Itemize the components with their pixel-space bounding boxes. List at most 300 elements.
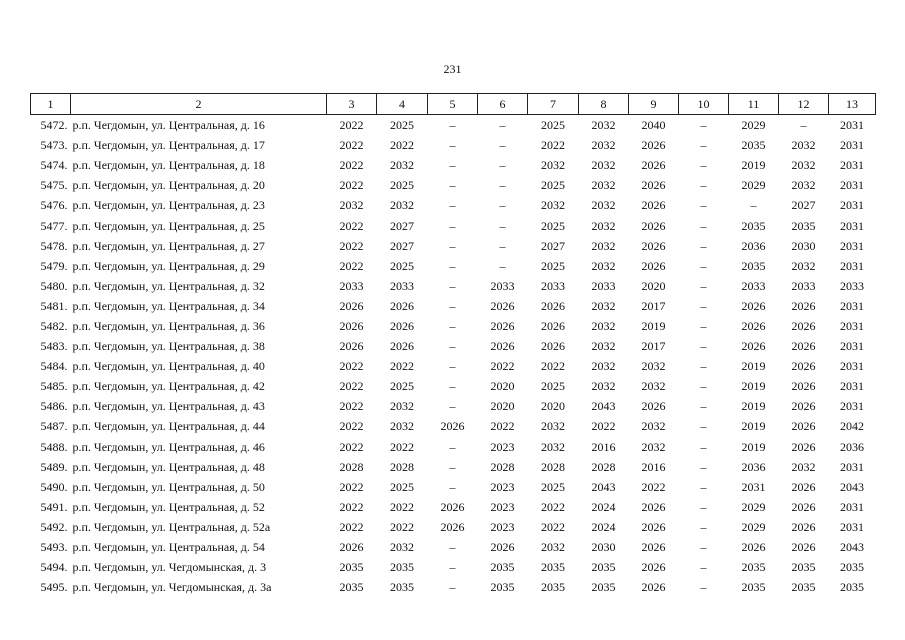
year-cell: 2028: [591, 459, 616, 474]
year-cell: 2022: [541, 519, 565, 534]
year-cell: 2026: [440, 499, 465, 514]
row-number: 5495.: [40, 580, 68, 595]
year-cell: 2022: [390, 499, 414, 514]
row-number: 5479.: [40, 258, 68, 273]
year-cell: –: [449, 138, 456, 153]
year-cell: 2022: [339, 238, 364, 253]
year-cell: 2024: [591, 499, 616, 514]
table-row: [31, 155, 876, 175]
column-header-12: 12: [779, 94, 829, 115]
table-row: [31, 457, 876, 477]
table-row: [31, 215, 876, 235]
year-cell: 2028: [541, 459, 565, 474]
row-number: 5493.: [40, 540, 68, 555]
year-cell: 2032: [641, 379, 666, 394]
year-cell: 2043: [840, 540, 864, 555]
year-cell: 2020: [641, 278, 666, 293]
year-cell: 2035: [541, 560, 565, 575]
address-cell: р.п. Чегдомын, ул. Центральная, д. 44: [72, 419, 265, 434]
year-cell: 2035: [339, 560, 364, 575]
year-cell: 2017: [641, 298, 666, 313]
address-cell: р.п. Чегдомын, ул. Центральная, д. 20: [72, 178, 265, 193]
address-cell: р.п. Чегдомын, ул. Центральная, д. 48: [72, 459, 265, 474]
year-cell: 2026: [791, 359, 816, 374]
year-cell: 2022: [339, 138, 364, 153]
year-cell: 2026: [541, 318, 565, 333]
year-cell: –: [499, 258, 506, 273]
year-cell: 2020: [490, 379, 515, 394]
year-cell: –: [700, 540, 707, 555]
year-cell: –: [700, 158, 707, 173]
year-cell: 2026: [490, 318, 515, 333]
year-cell: 2033: [591, 278, 616, 293]
year-cell: 2026: [641, 218, 666, 233]
year-cell: 2025: [541, 118, 565, 133]
year-cell: –: [449, 198, 456, 213]
year-cell: 2032: [390, 540, 414, 555]
year-cell: 2031: [840, 499, 864, 514]
year-cell: –: [700, 479, 707, 494]
year-cell: –: [700, 459, 707, 474]
table-row: [31, 316, 876, 336]
year-cell: 2025: [541, 258, 565, 273]
year-cell: –: [449, 298, 456, 313]
year-cell: 2027: [390, 218, 414, 233]
year-cell: –: [499, 158, 506, 173]
year-cell: 2026: [339, 298, 364, 313]
year-cell: 2022: [339, 178, 364, 193]
year-cell: –: [700, 298, 707, 313]
year-cell: 2026: [641, 499, 666, 514]
year-cell: 2027: [390, 238, 414, 253]
year-cell: 2035: [840, 560, 864, 575]
address-cell: р.п. Чегдомын, ул. Центральная, д. 46: [72, 439, 265, 454]
column-header-4: 4: [377, 94, 428, 115]
table-row: [31, 195, 876, 215]
year-cell: 2032: [541, 439, 565, 454]
year-cell: 2023: [490, 479, 515, 494]
year-cell: 2026: [641, 198, 666, 213]
address-cell: р.п. Чегдомын, ул. Центральная, д. 54: [72, 540, 265, 555]
year-cell: –: [449, 399, 456, 414]
year-cell: 2026: [791, 479, 816, 494]
year-cell: 2035: [339, 580, 364, 595]
year-cell: 2032: [641, 419, 666, 434]
year-cell: 2031: [741, 479, 766, 494]
table-row: [31, 517, 876, 537]
year-cell: 2026: [641, 138, 666, 153]
address-cell: р.п. Чегдомын, ул. Центральная, д. 50: [72, 479, 265, 494]
table-row: [31, 537, 876, 557]
year-cell: 2035: [840, 580, 864, 595]
year-cell: 2031: [840, 339, 864, 354]
year-cell: 2032: [390, 419, 414, 434]
year-cell: 2022: [390, 519, 414, 534]
year-cell: 2019: [641, 318, 666, 333]
year-cell: 2036: [840, 439, 864, 454]
column-header-8: 8: [579, 94, 629, 115]
column-header-9: 9: [629, 94, 679, 115]
year-cell: 2026: [490, 298, 515, 313]
address-cell: р.п. Чегдомын, ул. Центральная, д. 34: [72, 298, 265, 313]
year-cell: 2032: [591, 359, 616, 374]
year-cell: 2022: [339, 519, 364, 534]
year-cell: –: [800, 118, 807, 133]
row-number: 5482.: [40, 318, 68, 333]
year-cell: 2035: [591, 580, 616, 595]
year-cell: –: [449, 339, 456, 354]
column-header-3: 3: [327, 94, 377, 115]
year-cell: 2026: [741, 298, 766, 313]
year-cell: 2033: [741, 278, 766, 293]
year-cell: 2019: [741, 359, 766, 374]
year-cell: 2031: [840, 399, 864, 414]
year-cell: –: [700, 118, 707, 133]
year-cell: 2032: [641, 359, 666, 374]
year-cell: 2026: [440, 519, 465, 534]
year-cell: 2032: [791, 258, 816, 273]
row-number: 5488.: [40, 439, 68, 454]
year-cell: –: [700, 318, 707, 333]
year-cell: –: [700, 359, 707, 374]
year-cell: –: [449, 479, 456, 494]
table-row: [31, 175, 876, 195]
year-cell: –: [449, 379, 456, 394]
year-cell: 2023: [490, 439, 515, 454]
row-number: 5477.: [40, 218, 68, 233]
year-cell: 2026: [791, 519, 816, 534]
year-cell: 2032: [591, 238, 616, 253]
year-cell: 2026: [641, 519, 666, 534]
column-header-10: 10: [679, 94, 729, 115]
table-header-row: [31, 94, 876, 115]
row-number: 5478.: [40, 238, 68, 253]
year-cell: 2026: [791, 540, 816, 555]
address-cell: р.п. Чегдомын, ул. Центральная, д. 25: [72, 218, 265, 233]
address-cell: р.п. Чегдомын, ул. Чегдомынская, д. 3: [72, 560, 267, 575]
year-cell: 2026: [641, 580, 666, 595]
address-cell: р.п. Чегдомын, ул. Центральная, д. 29: [72, 258, 265, 273]
year-cell: 2043: [591, 479, 616, 494]
year-cell: 2028: [390, 459, 414, 474]
year-cell: 2030: [591, 540, 616, 555]
year-cell: 2035: [541, 580, 565, 595]
year-cell: 2032: [591, 118, 616, 133]
year-cell: 2032: [591, 379, 616, 394]
address-cell: р.п. Чегдомын, ул. Чегдомынская, д. 3а: [72, 580, 272, 595]
row-number: 5473.: [40, 138, 68, 153]
table-row: [31, 577, 876, 597]
table-row: [31, 437, 876, 457]
year-cell: 2026: [791, 339, 816, 354]
year-cell: 2019: [741, 379, 766, 394]
address-cell: р.п. Чегдомын, ул. Центральная, д. 17: [72, 138, 265, 153]
year-cell: –: [700, 198, 707, 213]
table-row: [31, 276, 876, 296]
year-cell: –: [449, 359, 456, 374]
year-cell: –: [700, 560, 707, 575]
year-cell: 2033: [840, 278, 864, 293]
table-row: [31, 376, 876, 396]
year-cell: 2016: [641, 459, 666, 474]
column-header-6: 6: [478, 94, 528, 115]
row-number: 5485.: [40, 379, 68, 394]
year-cell: 2020: [490, 399, 515, 414]
year-cell: 2022: [339, 379, 364, 394]
year-cell: 2022: [339, 439, 364, 454]
year-cell: –: [449, 258, 456, 273]
year-cell: 2026: [339, 318, 364, 333]
year-cell: 2031: [840, 158, 864, 173]
year-cell: 2031: [840, 318, 864, 333]
column-header-1: 1: [31, 94, 71, 115]
year-cell: 2033: [541, 278, 565, 293]
year-cell: –: [499, 138, 506, 153]
year-cell: –: [700, 178, 707, 193]
row-number: 5487.: [40, 419, 68, 434]
year-cell: 2032: [591, 258, 616, 273]
year-cell: 2019: [741, 158, 766, 173]
year-cell: –: [499, 118, 506, 133]
year-cell: 2022: [339, 399, 364, 414]
year-cell: 2022: [339, 419, 364, 434]
year-cell: 2032: [390, 399, 414, 414]
year-cell: 2026: [791, 318, 816, 333]
year-cell: –: [449, 158, 456, 173]
year-cell: 2024: [591, 519, 616, 534]
year-cell: 2035: [490, 580, 515, 595]
address-cell: р.п. Чегдомын, ул. Центральная, д. 43: [72, 399, 265, 414]
year-cell: –: [449, 318, 456, 333]
year-cell: –: [700, 258, 707, 273]
year-cell: 2022: [339, 258, 364, 273]
year-cell: 2032: [390, 158, 414, 173]
year-cell: 2028: [490, 459, 515, 474]
row-number: 5472.: [40, 118, 68, 133]
year-cell: 2027: [541, 238, 565, 253]
year-cell: 2022: [339, 479, 364, 494]
year-cell: 2031: [840, 359, 864, 374]
year-cell: 2035: [591, 560, 616, 575]
year-cell: 2032: [591, 218, 616, 233]
row-number: 5480.: [40, 278, 68, 293]
year-cell: 2031: [840, 118, 864, 133]
year-cell: 2026: [791, 298, 816, 313]
year-cell: 2033: [490, 278, 515, 293]
year-cell: 2026: [641, 238, 666, 253]
year-cell: 2026: [791, 399, 816, 414]
row-number: 5484.: [40, 359, 68, 374]
table-row: [31, 477, 876, 497]
year-cell: 2032: [339, 198, 364, 213]
year-cell: 2026: [541, 339, 565, 354]
table-row: [31, 256, 876, 276]
year-cell: 2032: [541, 158, 565, 173]
year-cell: 2019: [741, 439, 766, 454]
year-cell: 2032: [791, 138, 816, 153]
year-cell: –: [449, 540, 456, 555]
year-cell: 2026: [490, 540, 515, 555]
year-cell: –: [449, 178, 456, 193]
year-cell: 2025: [390, 178, 414, 193]
year-cell: 2026: [741, 540, 766, 555]
year-cell: –: [499, 198, 506, 213]
year-cell: 2023: [490, 499, 515, 514]
year-cell: 2022: [490, 419, 515, 434]
year-cell: 2031: [840, 198, 864, 213]
address-cell: р.п. Чегдомын, ул. Центральная, д. 52: [72, 499, 265, 514]
year-cell: 2026: [641, 540, 666, 555]
year-cell: 2032: [591, 158, 616, 173]
year-cell: –: [449, 560, 456, 575]
year-cell: 2025: [390, 258, 414, 273]
year-cell: 2026: [641, 258, 666, 273]
table-row: [31, 115, 876, 136]
year-cell: 2029: [741, 178, 766, 193]
year-cell: 2022: [339, 359, 364, 374]
table-row: [31, 356, 876, 376]
year-cell: 2031: [840, 258, 864, 273]
address-cell: р.п. Чегдомын, ул. Центральная, д. 52а: [72, 519, 271, 534]
year-cell: 2032: [591, 178, 616, 193]
year-cell: –: [700, 278, 707, 293]
year-cell: 2019: [741, 399, 766, 414]
year-cell: –: [449, 118, 456, 133]
year-cell: 2040: [641, 118, 666, 133]
year-cell: 2031: [840, 379, 864, 394]
year-cell: 2032: [591, 339, 616, 354]
year-cell: 2032: [541, 540, 565, 555]
address-cell: р.п. Чегдомын, ул. Центральная, д. 16: [72, 118, 265, 133]
year-cell: 2022: [541, 499, 565, 514]
year-cell: 2022: [591, 419, 616, 434]
year-cell: 2035: [390, 580, 414, 595]
year-cell: –: [700, 580, 707, 595]
table-row: [31, 236, 876, 256]
address-cell: р.п. Чегдомын, ул. Центральная, д. 36: [72, 318, 265, 333]
year-cell: 2026: [641, 158, 666, 173]
year-cell: –: [700, 419, 707, 434]
row-number: 5491.: [40, 499, 68, 514]
year-cell: 2022: [541, 138, 565, 153]
address-cell: р.п. Чегдомын, ул. Центральная, д. 42: [72, 379, 265, 394]
address-cell: р.п. Чегдомын, ул. Центральная, д. 18: [72, 158, 265, 173]
table-row: [31, 296, 876, 316]
year-cell: 2026: [791, 419, 816, 434]
year-cell: 2025: [541, 479, 565, 494]
year-cell: –: [700, 379, 707, 394]
column-header-7: 7: [528, 94, 579, 115]
year-cell: 2030: [791, 238, 816, 253]
row-number: 5490.: [40, 479, 68, 494]
year-cell: 2035: [741, 258, 766, 273]
year-cell: –: [499, 218, 506, 233]
year-cell: 2026: [791, 439, 816, 454]
year-cell: 2031: [840, 138, 864, 153]
year-cell: –: [449, 580, 456, 595]
year-cell: –: [449, 238, 456, 253]
year-cell: 2032: [791, 158, 816, 173]
year-cell: 2017: [641, 339, 666, 354]
year-cell: –: [700, 218, 707, 233]
year-cell: 2022: [390, 359, 414, 374]
year-cell: 2022: [641, 479, 666, 494]
row-number: 5476.: [40, 198, 68, 213]
year-cell: 2016: [591, 439, 616, 454]
row-number: 5475.: [40, 178, 68, 193]
year-cell: 2031: [840, 238, 864, 253]
year-cell: 2022: [390, 439, 414, 454]
year-cell: 2019: [741, 419, 766, 434]
row-number: 5474.: [40, 158, 68, 173]
year-cell: 2026: [339, 339, 364, 354]
year-cell: 2035: [741, 218, 766, 233]
year-cell: 2033: [339, 278, 364, 293]
column-header-2: 2: [71, 94, 327, 115]
year-cell: 2026: [390, 298, 414, 313]
year-cell: 2025: [541, 218, 565, 233]
year-cell: 2022: [339, 158, 364, 173]
year-cell: –: [449, 278, 456, 293]
row-number: 5492.: [40, 519, 68, 534]
year-cell: –: [499, 178, 506, 193]
column-header-5: 5: [428, 94, 478, 115]
year-cell: 2032: [641, 439, 666, 454]
year-cell: 2022: [541, 359, 565, 374]
year-cell: 2031: [840, 178, 864, 193]
column-header-11: 11: [729, 94, 779, 115]
year-cell: 2031: [840, 298, 864, 313]
year-cell: 2026: [339, 540, 364, 555]
year-cell: 2026: [390, 318, 414, 333]
table-body: [31, 115, 876, 598]
year-cell: –: [700, 519, 707, 534]
year-cell: 2035: [741, 580, 766, 595]
year-cell: 2035: [741, 138, 766, 153]
table-row: [31, 557, 876, 577]
year-cell: 2025: [390, 479, 414, 494]
table-row: [31, 416, 876, 436]
year-cell: 2026: [390, 339, 414, 354]
table-row: [31, 135, 876, 155]
year-cell: 2022: [490, 359, 515, 374]
table-row: [31, 497, 876, 517]
table-row: [31, 396, 876, 416]
row-number: 5483.: [40, 339, 68, 354]
year-cell: 2026: [641, 399, 666, 414]
year-cell: –: [700, 238, 707, 253]
year-cell: 2032: [591, 298, 616, 313]
year-cell: 2020: [541, 399, 565, 414]
year-cell: 2033: [390, 278, 414, 293]
row-number: 5481.: [40, 298, 68, 313]
year-cell: 2027: [791, 198, 816, 213]
year-cell: 2026: [741, 339, 766, 354]
year-cell: 2026: [440, 419, 465, 434]
year-cell: 2031: [840, 519, 864, 534]
year-cell: 2029: [741, 499, 766, 514]
year-cell: 2026: [490, 339, 515, 354]
year-cell: 2032: [541, 419, 565, 434]
year-cell: 2023: [490, 519, 515, 534]
year-cell: 2029: [741, 519, 766, 534]
page-number: 231: [443, 62, 462, 76]
year-cell: 2029: [741, 118, 766, 133]
year-cell: 2026: [741, 318, 766, 333]
year-cell: 2026: [791, 499, 816, 514]
year-cell: –: [700, 399, 707, 414]
table-row: [31, 336, 876, 356]
